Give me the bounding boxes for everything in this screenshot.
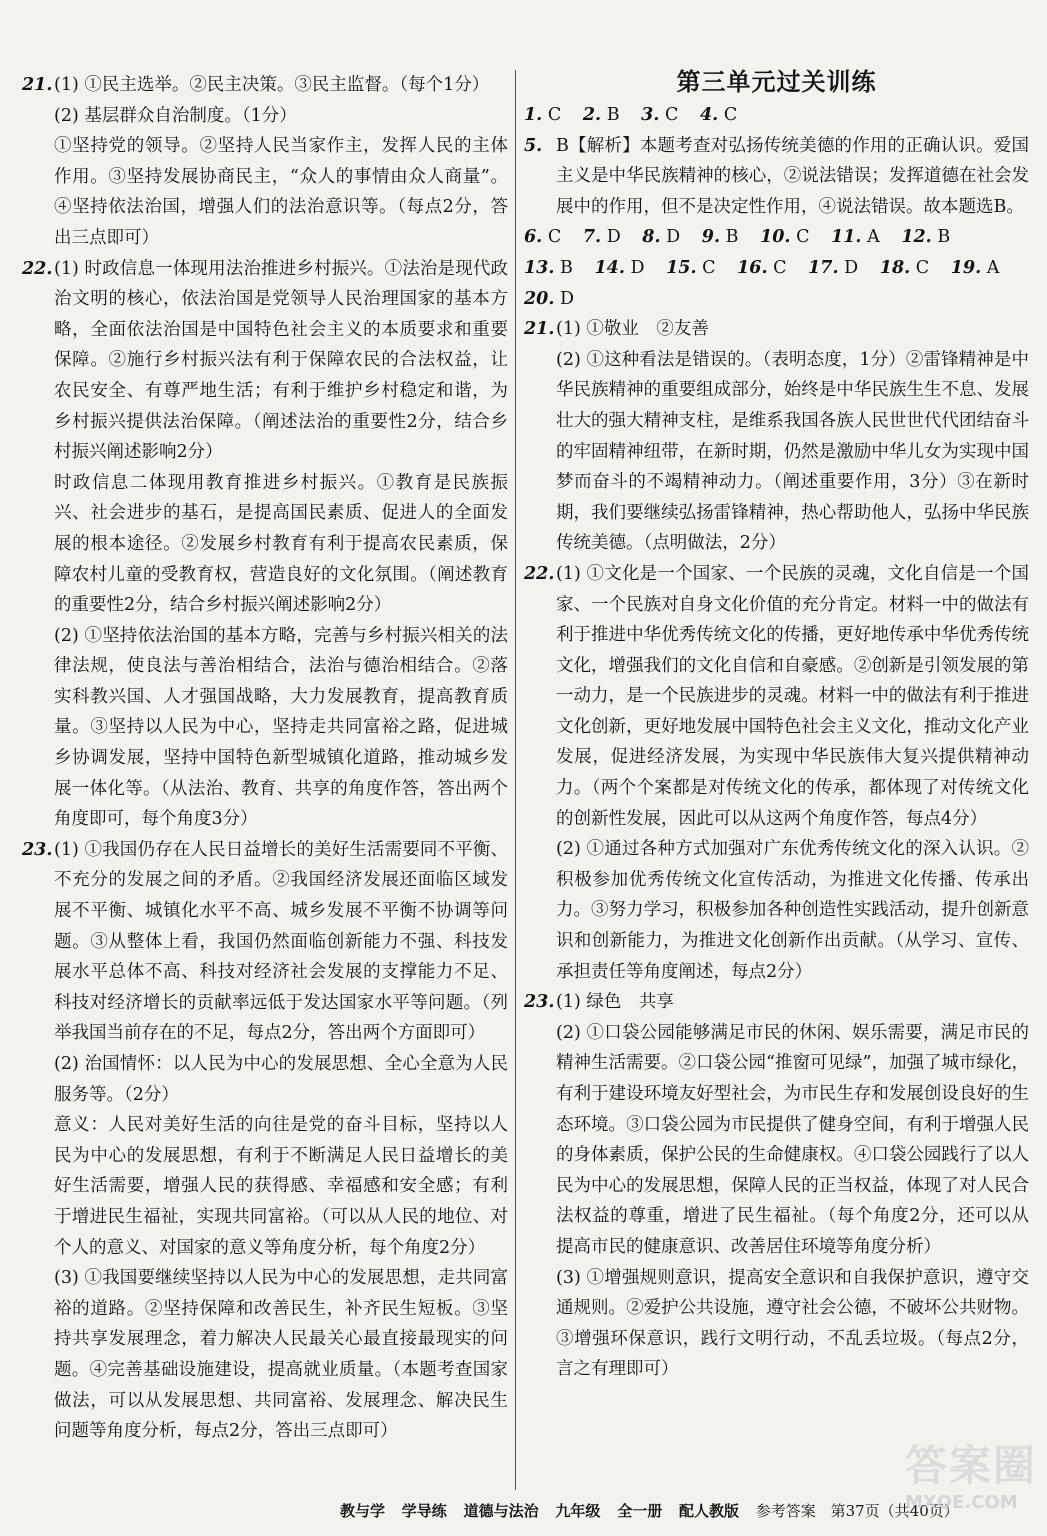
mc-answer: C [773,257,787,278]
watermark-logo [905,1440,1045,1536]
footer-volume: 全一册 [617,1502,663,1520]
answer-text: ①坚持党的领导。②坚持人民当家作主，发挥人民的主体作用。③坚持发展协商民主，“众人的事情由众人商量”。④坚持依法治国，增强人们的法治意识等。（每点2分，答出三点即可） [54,136,508,248]
column-divider [515,70,516,1490]
footer-section: 参考答案 [755,1502,816,1520]
answer-text: (1) ①民主选举。②民主决策。③民主监督。（每个1分） [54,75,490,95]
answer-5 [524,131,1029,223]
footer-subject: 道德与法治 [463,1502,539,1520]
mc-num: 11. [831,227,862,248]
mc-answer: B [725,227,739,248]
watermark-text: 答案圈 [905,1441,1038,1490]
footer-series: 学导练 [401,1502,447,1520]
mc-answer: B [937,227,951,248]
answer-text: (1) ①敬业 ②友善 [556,319,709,340]
mc-num: 17. [808,257,839,278]
mc-answer: D [630,257,645,278]
answer-text: (1) ①文化是一个国家、一个民族的灵魂，文化自信是一个国家、一个民族对自身文化价值的充分肯定。材料一中的做法有利于推进中华优秀传统文化的传播，更好地传承中华优秀传统文化，增强我们的文化自信和自豪感。②创新是引领发展的第一动力，是一个民族进步的灵魂。材料一中的做法有利于推进文化创新，更好地发展中国特色社会主义文化，推动文化产业发展，促进经济发展，为实现中华民族伟大复兴提供精神动力。（两个个案都是对传统文化的传承，都体现了对传统文化的创新性发展，因此可以从这两个角度作答，每点4分） [556,563,1029,829]
mc-answer: D [844,257,859,278]
answer-text: 时政信息二体现用教育推进乡村振兴。①教育是民族振兴、社会进步的基石，是提高国民素质、促进人的全面发展的根本途径。②发展乡村教育有利于提高农民素质，保障农村儿童的受教育权，营造良好的文化氛围。（阐述教育的重要性2分，结合乡村振兴阐述影响2分） [54,472,508,616]
mc-answer: C [547,227,562,248]
mc-answer: A [867,227,880,248]
answer-text: (3) ①我国要继续坚持以人民为中心的发展思想，走共同富裕的道路。②坚持保障和改善民生，补齐民生短板。③坚持共享发展理念，着力解决人民最关心最直接最现实的问题。④完善基础设施建设，提高就业质量。（本题考查国家做法，可以从发展思想、共同富裕、发展理念、解决民生问题等角度分析，每点2分，答出三点即可） [54,1268,508,1442]
mc-answer: C [915,257,930,278]
mc-answer: D [666,227,681,248]
mc-num: 2. [582,105,602,125]
answer-text: (1) 绿色 共享 [556,992,674,1013]
mc-num: 8. [642,227,661,248]
mc-num: 16. [737,257,768,278]
answer-23-right [524,987,1029,1385]
mc-num: 6. [524,227,543,248]
footer-brand: 教与学 [340,1502,386,1520]
mc-num: 19. [950,257,982,278]
footer-page-number: 第37页（共40页） [830,1502,959,1520]
watermark-url: MXQE.COM [905,1492,1018,1513]
mc-answer: C [723,105,738,125]
right-column [524,67,1029,1385]
answer-text: (2) ①通过各种方式加强对广东优秀传统文化的深入认识。②积极参加优秀传统文化宣传活动，为推进文化传播、传承出力。③努力学习，积极参加各种创造性实践活动，提升创新意识和创新能力，为推进文化创新作出贡献。（从学习、宣传、承担责任等角度阐述，每点2分） [556,839,1029,982]
answer-text: (2) 治国情怀：以人民为中心的发展思想、全心全意为人民服务等。（2分） [54,1054,508,1105]
mc-answer: B [560,257,573,278]
answer-22-left [22,254,508,835]
mc-num: 9. [701,227,721,248]
answer-text: (2) ①坚持依法治国的基本方略，完善与乡村振兴相关的法律法规，使良法与善治相结合，法治与德治相结合。②落实科教兴国、人才强国战略，大力发展教育，提高教育质量。③坚持以人民为中心，坚持走共同富裕之路，促进城乡协调发展，坚持中国特色新型城镇化道路，推动城乡发展一体化等。（从法治、教育、共享的角度作答，答出两个角度即可，每个角度3分） [54,625,508,830]
unit-title: 第三单元过关训练 [676,67,877,96]
answer-text: (2) ①这种看法是错误的。（表明态度，1分）②雷锋精神是中华民族精神的重要组成部分，始终是中华民族生生不息、发展壮大的强大精神支柱，是维系我国各族人民世世代代团结奋斗的牢固精神纽带，在新时期，仍然是激励中华儿女为实现中国梦而奋斗的不竭精神动力。（阐述重要作用，3分）③在新时期，我们要继续弘扬雷锋精神，热心帮助他人，弘扬中华民族传统美德。（点明做法，2分） [556,349,1029,554]
mc-answer: D [560,288,575,309]
answer-21-right [524,314,1029,559]
question-number: 22. [524,563,555,584]
mc-num: 13. [524,257,555,278]
mc-num: 3. [641,105,660,125]
mc-answers-row [524,100,1029,131]
answer-text: 意义：人民对美好生活的向往是党的奋斗目标，坚持以人民为中心的发展思想，有利于不断满足人民日益增长的美好生活需要，增强人民的获得感、幸福感和安全感；有利于增进民生福祉，实现共同富裕。（可以从人民的地位、对个人的意义、对国家的意义等角度分析，每个角度2分） [54,1115,508,1258]
footer-grade: 九年级 [555,1502,601,1520]
question-number: 23. [22,839,53,860]
mc-answers-row [524,222,1029,253]
answer-text: (3) ①增强规则意识，提高安全意识和自我保护意识，遵守交通规则。②爱护公共设施，遵守社会公德，不破坏公共财物。③增强环保意识，践行文明行动，不乱丢垃圾。（每点2分，言之有理即可） [556,1267,1029,1380]
question-number: 21. [524,319,555,340]
mc-num: 15. [666,257,697,278]
question-number: 5. [524,135,543,156]
answer-text: (1) ①我国仍存在人民日益增长的美好生活需要同不平衡、不充分的发展之间的矛盾。②我国经济发展还面临区域发展不平衡、城镇化水平不高、城乡发展不平衡不协调等问题。③从整体上看，我国仍然面临创新能力不强、科技发展水平总体不高、科技对经济社会发展的支撑能力不足、科技对经济增长的贡献率远低于发达国家水平等问题。（列举我国当前存在的不足，每点2分，答出两个方面即可） [54,839,508,1044]
question-number: 21. [22,75,53,95]
answer-text: (2) 基层群众自治制度。（1分） [54,105,297,126]
mc-num: 14. [594,257,625,278]
answer-23-left [22,835,508,1447]
mc-num: 10. [760,227,791,248]
mc-num: 7. [582,227,602,248]
footer-edition: 配人教版 [678,1502,739,1520]
mc-num: 18. [879,257,911,278]
mc-answer: C [702,257,716,278]
answer-text: B【解析】本题考查对弘扬传统美德的作用的正确认识。爱国主义是中华民族精神的核心，②说法错误；发挥道德在社会发展中的作用，但不是决定性作用，④说法错误。故本题选B。 [556,135,1029,217]
mc-num: 12. [901,227,932,248]
mc-answer: D [606,227,621,248]
answer-22-right [524,559,1029,987]
mc-answers-row [524,253,1029,284]
question-number: 22. [22,258,53,279]
mc-num: 20. [524,288,555,309]
mc-answer: C [665,105,679,125]
mc-answer: A [986,257,1000,278]
answer-text: (2) ①口袋公园能够满足市民的休闲、娱乐需要，满足市民的精神生活需要。②口袋公园“推窗可见绿”，加强了城市绿化，有利于建设环境友好型社会，为市民生存和发展创设良好的生态环境。③口袋公园为市民提供了健身空间，有利于增强人民的身体素质，保护公民的生命健康权。④口袋公园践行了以人民为中心的发展思想，保障人民的正当权益，体现了对人民合法权益的尊重，增进了民生福祉。（每个角度2分，还可以从提高市民的健康意识、改善居住环境等角度分析） [556,1022,1029,1257]
answer-text: (1) 时政信息一体现用法治推进乡村振兴。①法治是现代政治文明的核心，依法治国是党领导人民治理国家的基本方略，全面依法治国是中国特色社会主义的本质要求和重要保障。②施行乡村振兴法有利于保障农民的合法权益，让农民安全、有尊严地生活；有利于维护乡村稳定和谐，为乡村振兴提供法治保障。（阐述法治的重要性2分，结合乡村振兴阐述影响2分） [54,258,508,463]
mc-num: 1. [524,105,543,125]
mc-answer: C [547,105,562,125]
mc-answers-row [524,284,1029,315]
mc-num: 4. [699,105,719,125]
answer-21-left [22,70,508,254]
mc-answer: C [796,227,810,248]
left-column [22,70,508,1447]
question-number: 23. [524,992,555,1013]
mc-answer: B [606,105,620,125]
